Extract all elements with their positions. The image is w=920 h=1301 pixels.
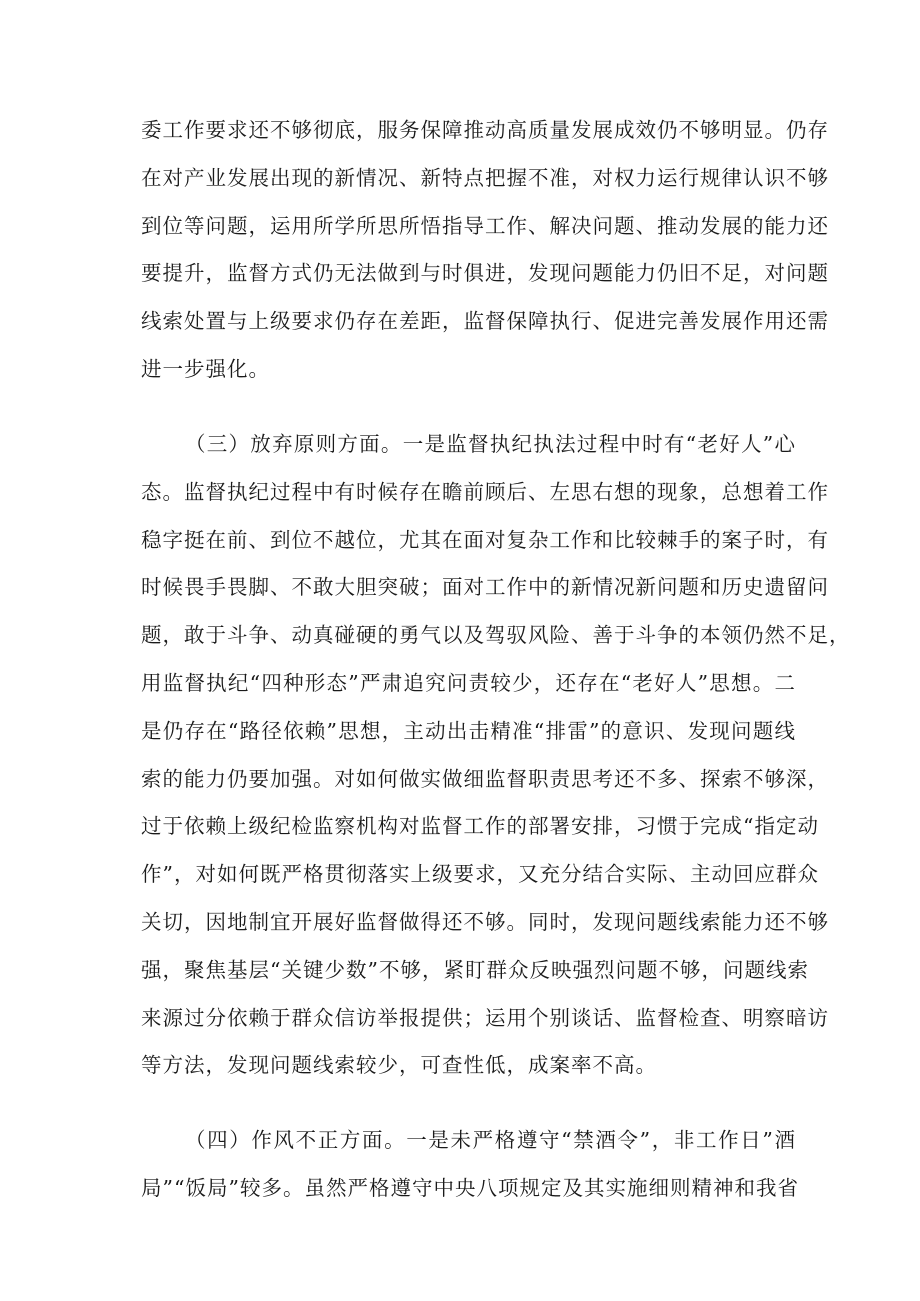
paragraph-line: 进一步强化。 <box>141 356 270 381</box>
paragraph-line: （三）放弃原则方面。一是监督执纪执法过程中时有“老好人”心 <box>185 432 796 456</box>
paragraph-line: 在对产业发展出现的新情况、新特点把握不准，对权力运行规律认识不够 <box>141 165 829 190</box>
paragraph-line: 委工作要求还不够彻底，服务保障推动高质量发展成效仍不够明显。仍存 <box>141 118 829 142</box>
paragraph-line: 稳字挺在前、到位不越位，尤其在面对复杂工作和比较棘手的案子时，有 <box>141 527 829 552</box>
paragraph-line: 来源过分依赖于群众信访举报提供；运用个别谈话、监督检查、明察暗访 <box>141 1005 829 1030</box>
paragraph-2 <box>141 421 851 1090</box>
paragraph-line: 要提升，监督方式仍无法做到与时俱进，发现问题能力仍旧不足，对问题 <box>141 261 829 286</box>
paragraph-1 <box>141 107 829 394</box>
paragraph-line: 作”，对如何既严格贯彻落实上级要求，又充分结合实际、主动回应群众 <box>141 862 819 887</box>
paragraph-line: 等方法，发现问题线索较少，可查性低，成案率不高。 <box>141 1053 657 1078</box>
paragraph-line: 时候畏手畏脚、不敢大胆突破；面对工作中的新情况新问题和历史遗留问 <box>141 575 829 600</box>
paragraph-line: 索的能力仍要加强。对如何做实做细监督职责思考还不多、探索不够深， <box>141 766 829 791</box>
paragraph-line: 线索处置与上级要求仍存在差距，监督保障执行、促进完善发展作用还需 <box>141 309 829 334</box>
paragraph-line: 用监督执纪“四种形态”严肃追究问责较少，还存在“老好人”思想。二 <box>141 670 796 695</box>
paragraph-3 <box>141 1117 799 1213</box>
paragraph-line: 强，聚焦基层“关键少数”不够，紧盯群众反映强烈问题不够，问题线索 <box>141 957 809 982</box>
paragraph-line: 关切，因地制宜开展好监督做得还不够。同时，发现问题线索能力还不够 <box>141 909 829 934</box>
paragraph-line: 过于依赖上级纪检监察机构对监督工作的部署安排，习惯于完成“指定动 <box>141 814 819 839</box>
paragraph-line: 态。监督执纪过程中有时候存在瞻前顾后、左思右想的现象，总想着工作 <box>141 479 829 504</box>
paragraph-line: 是仍存在“路径依赖”思想，主动出击精准“排雷”的意识、发现问题线 <box>141 718 796 743</box>
paragraph-line: 局”“饭局”较多。虽然严格遵守中央八项规定及其实施细则精神和我省 <box>141 1175 799 1200</box>
paragraph-line: 题，敢于斗争、动真碰硬的勇气以及驾驭风险、善于斗争的本领仍然不足， <box>141 623 851 648</box>
paragraph-line: 到位等问题，运用所学所思所悟指导工作、解决问题、推动发展的能力还 <box>141 213 829 238</box>
paragraph-line: （四）作风不正方面。一是未严格遵守“禁酒令”，非工作日”酒 <box>185 1128 796 1152</box>
